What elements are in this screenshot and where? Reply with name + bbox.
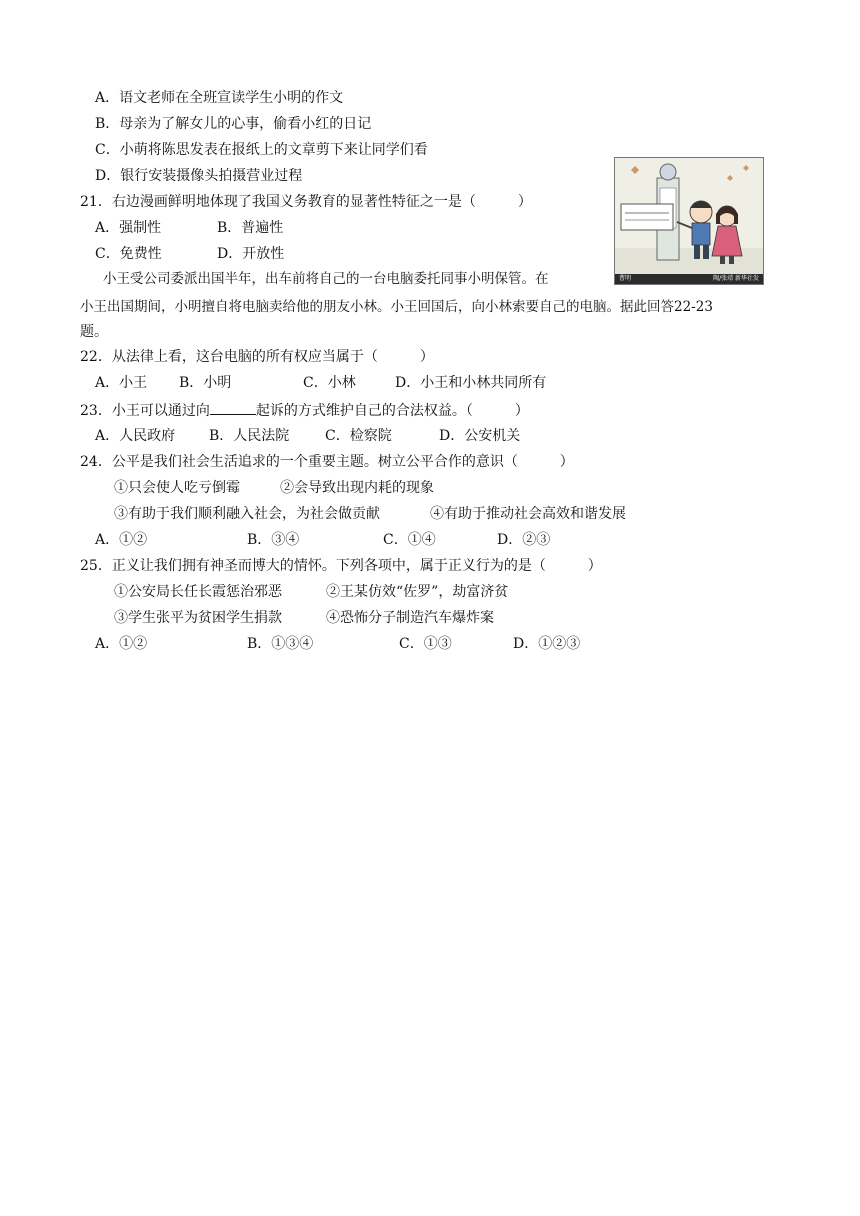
q25-stem: 25．正义让我们拥有神圣而博大的情怀。下列各项中，属于正义行为的是（ ） [80,558,602,574]
q23-options [95,427,520,445]
comic-illustration [614,157,764,285]
q25-item-4: ④恐怖分子制造汽车爆炸案 [326,610,494,626]
q21-options-row2 [95,245,284,263]
q25-item-2: ②王某仿效“佐罗”，劫富济贫 [326,584,509,600]
q23-stem-before: 23．小王可以通过向 [80,403,210,419]
q24-item-1: ①只会使人吃亏倒霉 [114,480,240,496]
q24-item-2: ②会导致出现内耗的现象 [280,480,434,496]
q22-option-b: B．小明 [179,375,232,391]
q24-option-b: B．③④ [247,532,300,548]
q20-option-d: D．银行安装摄像头拍摄营业过程 [95,168,303,184]
q23-stem [80,400,529,420]
q23-stem-after: 起诉的方式维护自己的合法权益。（ ） [255,403,529,419]
q22-option-d: D．小王和小林共同所有 [395,375,547,391]
q24-stem: 24．公平是我们社会生活追求的一个重要主题。树立公平合作的意识（ ） [80,454,574,470]
comic-caption-right: 陶/张靖 新华社发 [713,275,759,282]
q22-option-a: A．小王 [95,375,148,391]
q25-options [95,635,580,653]
q25-items-row1 [114,583,508,601]
q22-options [95,374,546,392]
q25-option-a: A．①② [95,636,148,652]
q25-item-3: ③学生张平为贫困学生捐款 [114,610,282,626]
q23-option-b: B．人民法院 [209,428,290,444]
q20-option-c: C．小萌将陈思发表在报纸上的文章剪下来让同学们看 [95,142,428,158]
q21-option-b: B．普遍性 [217,220,284,236]
q24-option-a: A．①② [95,532,148,548]
q21-option-c: C．免费性 [95,246,162,262]
q21-stem: 21．右边漫画鲜明地体现了我国义务教育的显著性特征之一是（ ） [80,194,532,210]
comic-caption-left: 曹明 [619,275,632,282]
q22-stem: 22．从法律上看，这台电脑的所有权应当属于（ ） [80,349,434,365]
passage-line-3: 题。 [80,324,108,340]
q21-options-row1 [95,219,283,237]
q25-option-c: C．①③ [399,636,452,652]
q24-option-c: C．①④ [383,532,436,548]
q25-item-1: ①公安局长任长霞惩治邪恶 [114,584,282,600]
q20-option-b: B．母亲为了解女儿的心事，偷看小红的日记 [95,116,372,132]
q23-option-d: D．公安机关 [439,428,521,444]
q24-items-row2 [114,505,626,523]
q24-items-row1 [114,479,434,497]
q25-option-b: B．①③④ [247,636,314,652]
passage-line-1: 小王受公司委派出国半年，出车前将自己的一台电脑委托同事小明保管。在 [103,271,549,287]
q22-option-c: C．小林 [303,375,356,391]
q23-option-c: C．检察院 [325,428,392,444]
q20-option-a: A．语文老师在全班宣读学生小明的作文 [95,90,344,106]
q24-item-3: ③有助于我们顺利融入社会，为社会做贡献 [114,506,380,522]
comic-drawing [615,158,763,284]
q23-blank [210,400,256,415]
passage-line-2: 小王出国期间，小明擅自将电脑卖给他的朋友小林。小王回国后，向小林索要自己的电脑。据此回答22-23 [80,299,713,315]
q21-option-d: D．开放性 [217,246,285,262]
q24-item-4: ④有助于推动社会高效和谐发展 [430,506,626,522]
q25-option-d: D．①②③ [513,636,581,652]
q24-option-d: D．②③ [497,532,551,548]
q24-options [95,531,550,549]
q23-option-a: A．人民政府 [95,428,176,444]
q21-option-a: A．强制性 [95,220,162,236]
q25-items-row2 [114,609,494,627]
